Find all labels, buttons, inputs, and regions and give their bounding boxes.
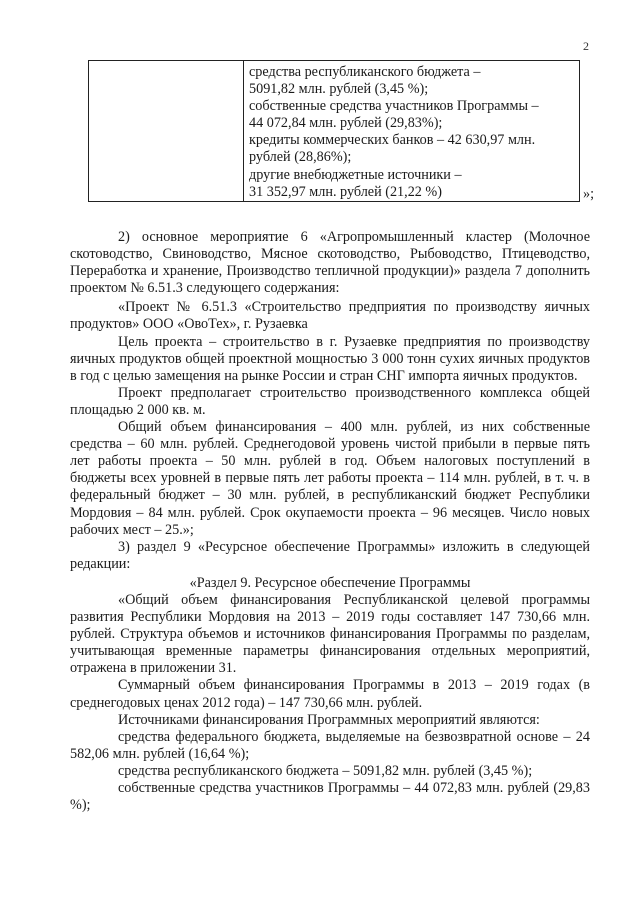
table-line: средства республиканского бюджета –	[249, 64, 481, 80]
table-closing-quote: »;	[583, 186, 595, 202]
paragraph-project-financing: Общий объем финансирования – 400 млн. рублей, из них собственные средства – 60 млн. рублей. Среднегодовой уровень чистой прибыли в первые пять лет работы проекта – 50 млн. рублей в год. Объем налоговых поступлений в бюджеты всех уровней в первые пять лет работы проекта – 114 млн. рублей, в т. ч. в федеральный бюджет – 30 млн. рублей, в республиканский бюджет Республики Мордовия – 84 млн. рублей. Срок окупаемости проекта – 96 месяцев. Число новых рабочих мест – 25.»;	[70, 419, 590, 538]
table-line: собственные средства участников Программы –	[249, 98, 539, 115]
paragraph-item-3: 3) раздел 9 «Ресурсное обеспечение Программы» изложить в следующей редакции:	[70, 538, 590, 572]
paragraph-republic-budget: средства республиканского бюджета – 5091,82 млн. рублей (3,45 %);	[118, 762, 533, 779]
table-column-divider	[243, 61, 244, 201]
paragraph-federal-budget: средства федерального бюджета, выделяемые на безвозвратной основе – 24 582,06 млн. рублей (16,64 %);	[70, 728, 590, 762]
paragraph-item-2: 2) основное мероприятие 6 «Агропромышленный кластер (Молочное скотоводство, Свиноводство, Мясное скотоводство, Рыбоводство, Птицеводство, Переработка и хранение, Производство тепличной продукции)» раздела 7 дополнить проектом № 6.51.3 следующего содержания:	[70, 229, 590, 297]
table-cell	[249, 64, 575, 201]
paragraph-summary-financing: Суммарный объем финансирования Программы в 2013 – 2019 годах (в среднегодовых ценах 2012 года) – 147 730,66 млн. рублей.	[70, 677, 590, 711]
page-number: 2	[583, 39, 589, 53]
paragraph-sources-intro: Источниками финансирования Программных мероприятий являются:	[118, 711, 540, 728]
table-line: 5091,82 млн. рублей (3,45 %);	[249, 81, 429, 98]
paragraph-project-goal: Цель проекта – строительство в г. Рузаевке предприятия по производству яичных продуктов общей проектной мощностью 3 000 тонн сухих яичных продуктов в год с целью замещения на рынке России и стран СНГ импорта яичных продуктов.	[70, 333, 590, 384]
paragraph-total-financing: «Общий объем финансирования Республиканской целевой программы развития Республики Мордовия на 2013 – 2019 годы составляет 147 730,66 млн. рублей. Структура объемов и источников финансирования Программы по разделам, учитывающая временные параметры финансирования отдельных мероприятий, отражена в приложении 31.	[70, 591, 590, 677]
table-line: 31 352,97 млн. рублей (21,22 %)	[249, 183, 442, 200]
funding-table	[88, 60, 580, 202]
table-line: другие внебюджетные источники –	[249, 166, 462, 183]
section-heading: «Раздел 9. Ресурсное обеспечение Программы	[189, 574, 471, 591]
paragraph-own-funds: собственные средства участников Программы – 44 072,83 млн. рублей (29,83 %);	[70, 780, 590, 814]
paragraph-project-scope: Проект предполагает строительство производственного комплекса общей площадью 2 000 кв. м.	[70, 384, 590, 418]
table-line: 44 072,84 млн. рублей (29,83%);	[249, 115, 443, 132]
table-line: рублей (28,86%);	[249, 149, 352, 166]
document-body	[70, 229, 590, 814]
paragraph-project-title: «Проект № 6.51.3 «Строительство предприятия по производству яичных продуктов» ООО «ОвоТех», г. Рузаевка	[70, 299, 590, 333]
table-line: кредиты коммерческих банков – 42 630,97 млн.	[249, 132, 536, 149]
